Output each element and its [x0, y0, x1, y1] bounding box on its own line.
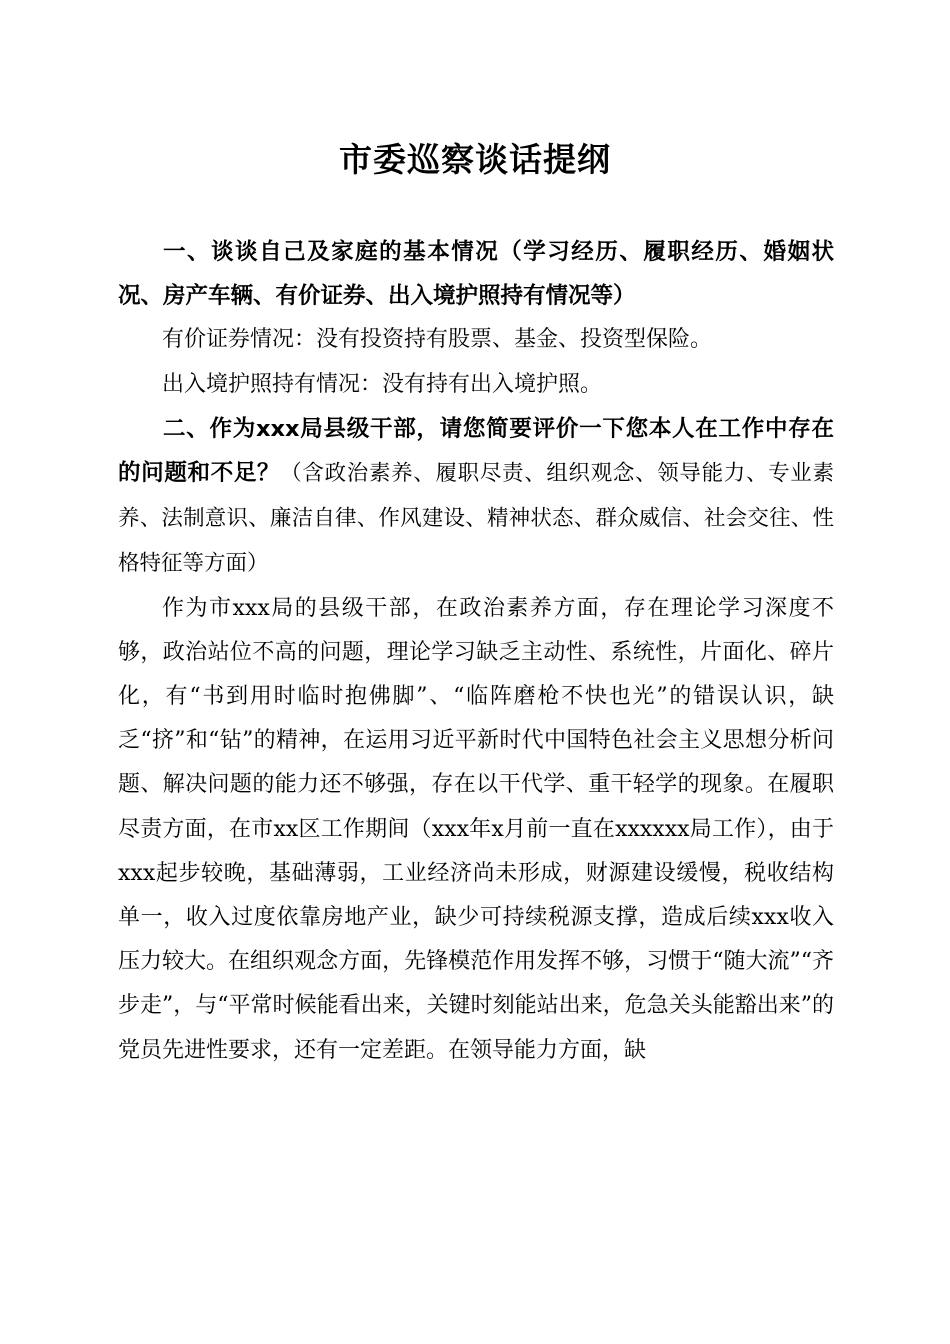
section-1-heading: 一、谈谈自己及家庭的基本情况（学习经历、履职经历、婚姻状况、房产车辆、有价证券、出入境护照持有情况等） [118, 239, 834, 310]
section-2-question: 二、作为xxx局县级干部，请您简要评价一下您本人在工作中存在的问题和不足？ [118, 415, 834, 487]
securities-answer: 有价证券情况：没有投资持有股票、基金、投资型保险。 [162, 327, 713, 353]
section-2-note: （含政治素养、履职尽责、组织观念、领导能力、专业素养、法制意识、廉洁自律、作风建设、精神状态、群众威信、社会交往、性格特征等方面） [118, 461, 834, 577]
passport-answer: 出入境护照持有情况：没有持有出入境护照。 [162, 371, 603, 397]
document-body [118, 230, 834, 1073]
document-title: 市委巡察谈话提纲 [339, 140, 611, 179]
section-2-heading [118, 407, 834, 587]
section-2-answer: 作为市xxx局的县级干部，在政治素养方面，存在理论学习深度不够，政治站位不高的问题，理论学习缺乏主动性、系统性，片面化、碎片化，有“书到用时临时抱佛脚”、“临阵磨枪不快也光”的错误认识，缺乏“挤”和“钻”的精神，在运用习近平新时代中国特色社会主义思想分析问题、解决问题的能力还不够强，存在以干代学、重干轻学的现象。在履职尽责方面，在市xx区工作期间（xxx年x月前一直在xxxxxx局工作），由于xxx起步较晚，基础薄弱，工业经济尚未形成，财源建设缓慢，税收结构单一，收入过度依靠房地产业，缺少可持续税源支撑，造成后续xxx收入压力较大。在组织观念方面，先锋模范作用发挥不够，习惯于“随大流”“齐步走”，与“平常时候能看出来，关键时刻能站出来，危急关头能豁出来”的党员先进性要求，还有一定差距。在领导能力方面，缺 [118, 595, 834, 1063]
